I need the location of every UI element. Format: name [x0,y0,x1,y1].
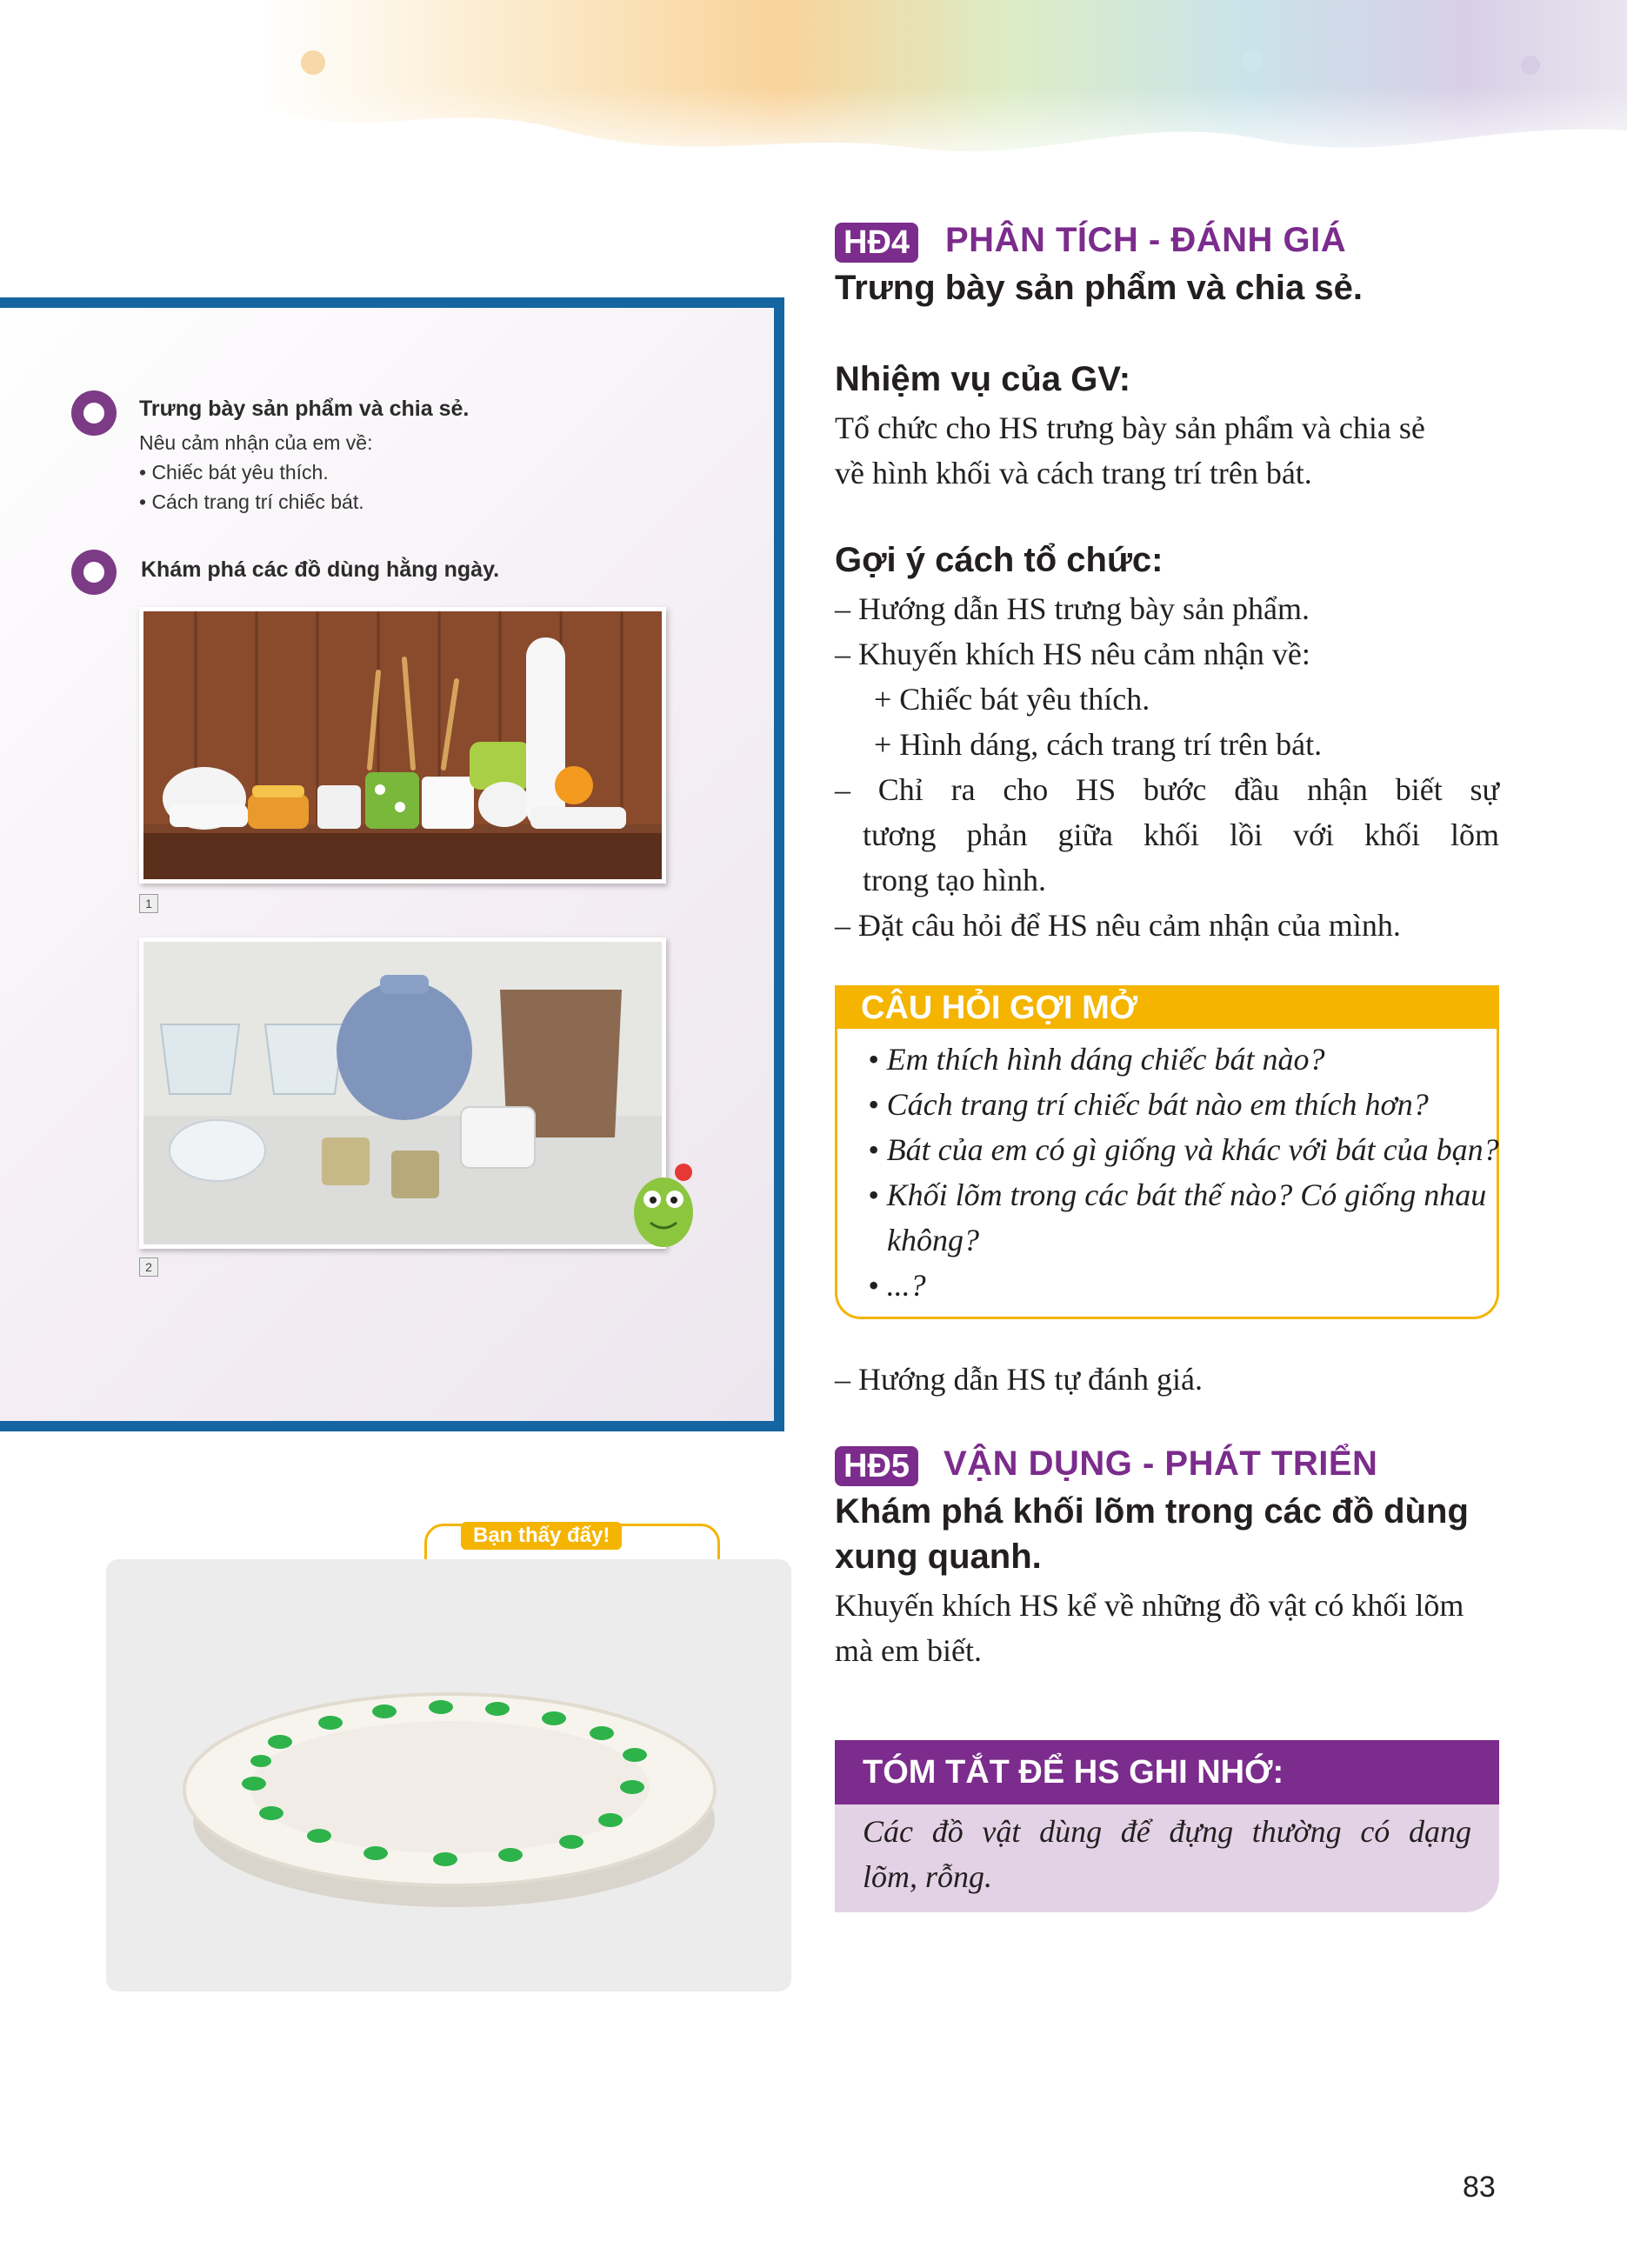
hd5-body-line: mà em biết. [835,1633,982,1668]
questions-title: CÂU HỎI GỢI MỞ [861,990,1138,1026]
book-section-line: • Chiếc bát yêu thích. [139,461,329,484]
summary-line: lõm, rỗng. [863,1859,993,1894]
guide-line: – Chỉ ra cho HS bước đầu nhận biết sự [835,772,1499,807]
hd5-body-line: Khuyến khích HS kể về những đồ vật có khối lõm [835,1588,1464,1623]
callout-tag: Bạn thấy đấy! [461,1522,622,1550]
summary-title: TÓM TẮT ĐỂ HS GHI NHỚ: [863,1754,1284,1791]
frog-mascot-icon [624,1160,703,1256]
hd5-title: VẬN DỤNG - PHÁT TRIỂN [944,1444,1378,1483]
question-item: • Khối lõm trong các bát thế nào? Có giống nhau [868,1177,1487,1212]
hd4-title: PHÂN TÍCH - ĐÁNH GIÁ [945,221,1347,259]
hd5-subtitle: Khám phá khối lõm trong các đồ dùng [835,1492,1469,1531]
kitchenware-illustration [143,611,662,879]
guide-subline: + Chiếc bát yêu thích. [874,682,1150,717]
guide-subline: + Hình dáng, cách trang trí trên bát. [874,727,1323,762]
book-section-line: • Cách trang trí chiếc bát. [139,490,364,513]
hd4-subtitle: Trưng bày sản phẩm và chia sẻ. [835,269,1363,307]
photo-number: 1 [139,894,158,913]
question-item: • Cách trang trí chiếc bát nào em thích hơn? [868,1087,1429,1122]
guide-line: – Khuyến khích HS nêu cảm nhận về: [835,637,1310,671]
explore-icon [71,550,117,595]
guide-line: – Đặt câu hỏi để HS nêu cảm nhận của mình. [835,908,1401,943]
textbook-page-thumbnail [0,297,784,1547]
question-item-continued: không? [887,1223,979,1257]
question-item: • Em thích hình dáng chiếc bát nào? [868,1042,1325,1077]
photo-number: 2 [139,1257,158,1277]
question-item: • ...? [868,1268,926,1303]
guide-line-continued: tương phản giữa khối lồi với khối lõm [863,817,1499,852]
guide-heading: Gợi ý cách tổ chức: [835,541,1164,579]
book-section-title: Khám phá các đồ dùng hằng ngày. [141,557,500,582]
header-paint-splash [0,0,1627,174]
activity-icon [71,390,117,436]
hd4-badge: HĐ4 [835,223,918,263]
book-section-title: Trưng bày sản phẩm và chia sẻ. [139,397,470,421]
hd5-subtitle: xung quanh. [835,1538,1042,1576]
ceramics-illustration [143,942,662,1244]
plate-photo [106,1559,791,1991]
page-number: 83 [1463,2171,1496,2204]
hd5-badge: HĐ5 [835,1446,918,1486]
summary-line: Các đồ vật dùng để đựng thường có dạng [863,1814,1471,1849]
book-section-line: Nêu cảm nhận của em về: [139,431,373,454]
task-line: về hình khối và cách trang trí trên bát. [835,456,1312,490]
task-line: Tổ chức cho HS trưng bày sản phẩm và chia sẻ [835,410,1425,445]
question-item: • Bát của em có gì giống và khác với bát của bạn? [868,1132,1499,1167]
guide-line-continued: trong tạo hình. [863,863,1046,897]
ceramics-photo [139,937,666,1249]
kitchenware-photo [139,607,666,884]
self-assess-line: – Hướng dẫn HS tự đánh giá. [835,1362,1204,1397]
task-heading: Nhiệm vụ của GV: [835,360,1131,398]
guide-line: – Hướng dẫn HS trưng bày sản phẩm. [835,591,1310,626]
green-dotted-plate-illustration [106,1559,791,1991]
